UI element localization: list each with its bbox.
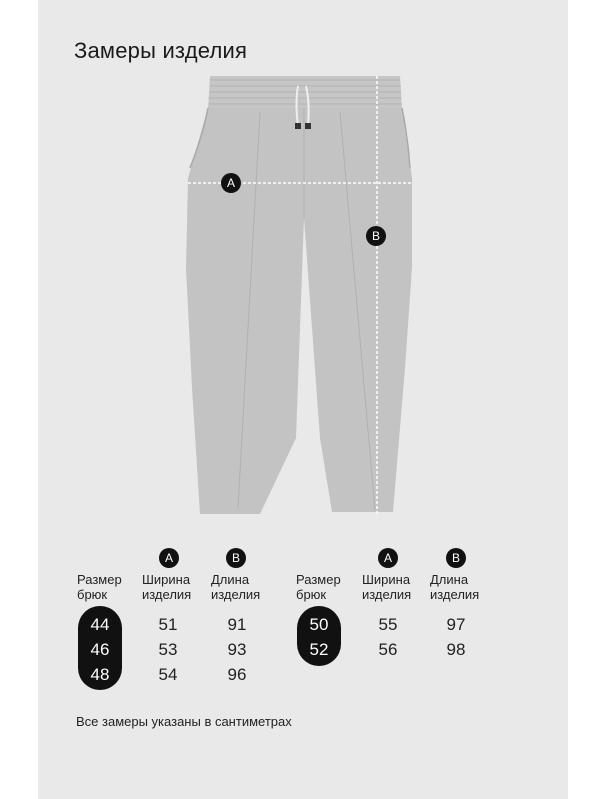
pants-body	[186, 108, 412, 514]
width-header: Ширина изделия	[362, 572, 412, 602]
marker-b-icon: B	[366, 226, 386, 246]
width-value: 53	[158, 640, 178, 659]
size-value: 48	[90, 665, 110, 684]
length-header: Длина изделия	[211, 572, 261, 602]
length-value: 97	[446, 615, 466, 634]
page-title: Замеры изделия	[74, 38, 248, 63]
size-value: 46	[90, 640, 110, 659]
width-header: Ширина изделия	[142, 572, 192, 602]
units-note: Все замеры указаны в сантиметрах	[76, 714, 292, 729]
length-value: 98	[446, 640, 466, 659]
marker-a-icon: A	[221, 173, 241, 193]
size-value: 44	[90, 615, 110, 634]
width-value: 54	[158, 665, 178, 684]
width-value: 55	[378, 615, 398, 634]
length-marker-icon: B	[226, 548, 246, 568]
size-header: Размер брюк	[296, 572, 341, 602]
length-header: Длина изделия	[430, 572, 480, 602]
width-value: 51	[158, 615, 178, 634]
width-value: 56	[378, 640, 398, 659]
pants-illustration	[180, 68, 430, 518]
width-marker-icon: A	[378, 548, 398, 568]
size-value: 50	[309, 615, 329, 634]
width-marker-icon: A	[159, 548, 179, 568]
length-value: 96	[227, 665, 247, 684]
size-header: Размер брюк	[77, 572, 122, 602]
size-value: 52	[309, 640, 329, 659]
length-value: 91	[227, 615, 247, 634]
length-marker-icon: B	[446, 548, 466, 568]
length-value: 93	[227, 640, 247, 659]
